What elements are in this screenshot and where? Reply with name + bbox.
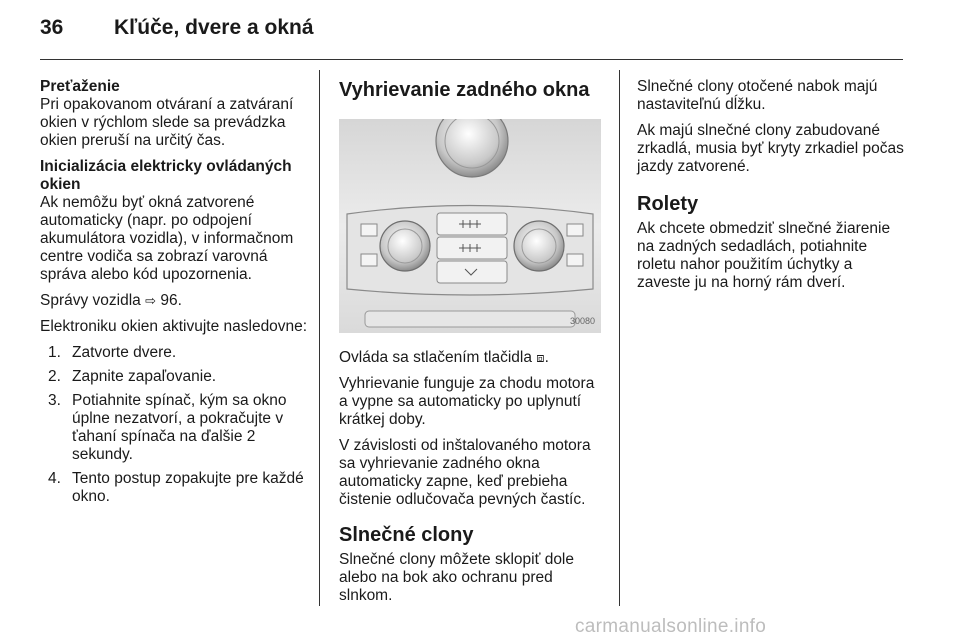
rear-window-heating-icon: ⧈ [536,350,545,365]
heating-function-text: Vyhrievanie funguje za chodu motora a vypne sa automaticky po uplynutí krátkej doby. [339,375,595,428]
steps-list [40,344,310,506]
overload-section [40,78,310,150]
page-header [40,16,920,48]
messages-ref-label: Správy vozidla [40,292,141,309]
column-left [40,78,310,512]
blinds-heading: Rolety [637,193,699,215]
init-text: Ak nemôžu byť okná zatvorené automaticky (napr. po odpojení akumulátora vozidla), v informačnom centre vodiča sa zobrazí varovná správa alebo kód upozornenia. [40,194,294,283]
page-title: Kľúče, dvere a okná [114,16,314,39]
list-item: 3. Potiahnite spínač, kým sa okno úplne nezatvorí, a pokračujte v ťahaní spínača na ďalšie 2 sekundy. [48,392,287,463]
header-divider [40,59,903,60]
column-divider-2 [619,70,620,606]
press-button-text: Ovláda sa stlačením tlačidla ⧈. [339,349,549,366]
init-section [40,158,310,284]
column-right [637,78,907,292]
sun-visors-text: Slnečné clony môžete sklopiť dole alebo na bok ako ochranu pred slnkom. [339,551,574,604]
visors-mirror-text: Ak majú slnečné clony zabudované zrkadlá, musia byť kryty zrkadiel počas jazdy zatvorené. [637,122,904,175]
climate-control-figure [339,119,601,333]
figure-code: 30080 [569,316,595,326]
messages-reference[interactable] [40,292,310,310]
visors-length-text: Slnečné clony otočené nabok majú nastaviteľnú dĺžku. [637,78,878,113]
sun-visors-heading: Slnečné clony [339,524,474,546]
page-number: 36 [40,16,64,39]
column-divider-1 [319,70,320,606]
blinds-text: Ak chcete obmedziť slnečné žiarenie na zadných sedadlách, potiahnite roletu nahor použitím úchytky a zaveste ju na horný rám dverí. [637,220,891,291]
rear-heating-heading: Vyhrievanie zadného okna [339,79,590,101]
overload-text: Pri opakovanom otváraní a zatváraní okien v rýchlom slede sa prevádzka okien preruší na určitý čas. [40,96,294,149]
heating-engine-text: V závislosti od inštalovaného motora sa vyhrievanie zadného okna automaticky zapne, keď prebieha čistenie odlučovača pevných častíc. [339,437,591,508]
init-heading: Inicializácia elektricky ovládaných okien [40,158,292,193]
list-item: 2. Zapnite zapaľovanie. [48,368,217,385]
messages-ref-page: 96. [160,292,182,309]
list-item: 1. Zatvorte dvere. [48,344,177,361]
column-middle [339,78,607,605]
climate-panel-illustration [339,119,601,333]
page-reference-icon: ⇨ [145,293,157,308]
activate-intro: Elektroniku okien aktivujte nasledovne: [40,318,308,335]
list-item: 4. Tento postup zopakujte pre každé okno. [48,470,304,505]
overload-heading: Preťaženie [40,78,120,95]
watermark: carmanualsonline.info [575,616,767,637]
